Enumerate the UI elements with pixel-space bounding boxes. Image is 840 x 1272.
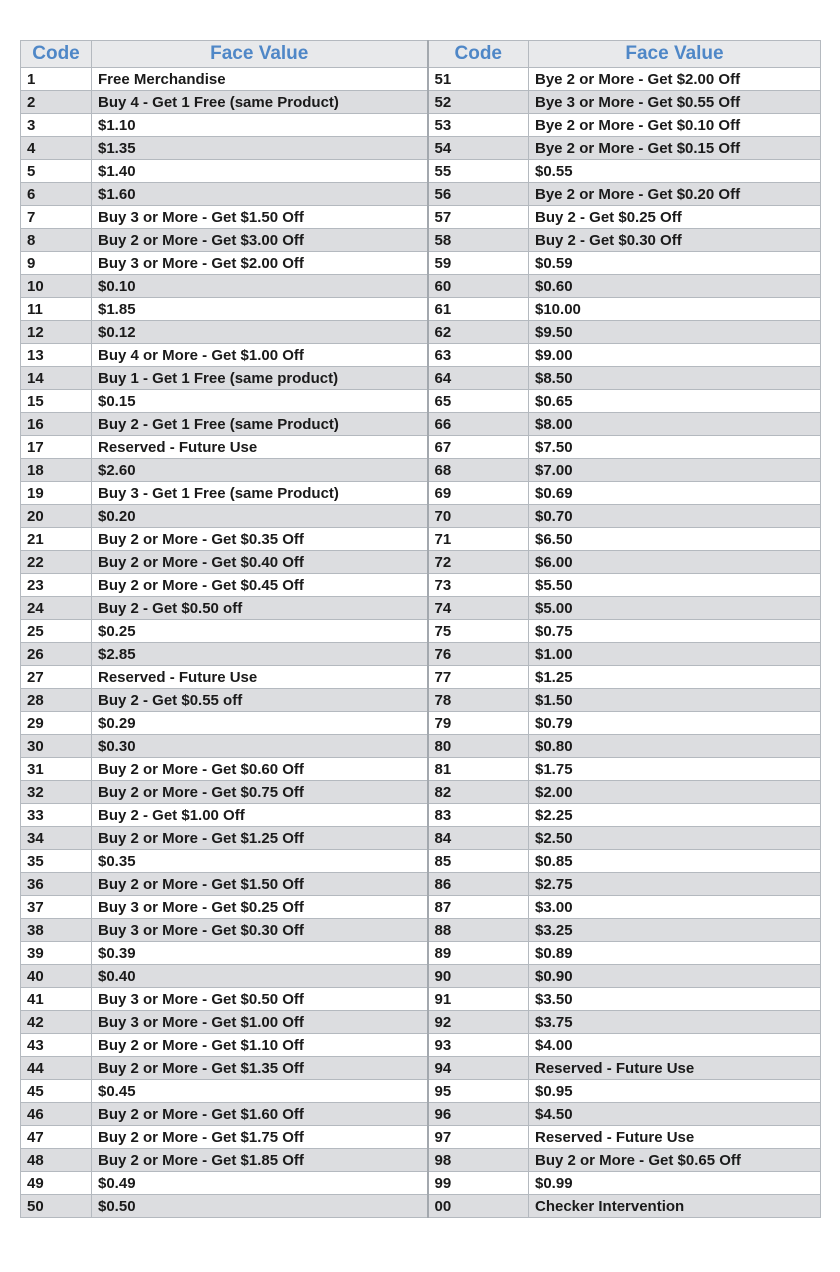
face-value-right-cell: $6.50: [529, 528, 821, 551]
face-value-left-cell: $0.30: [92, 735, 428, 758]
face-value-right-cell: $4.50: [529, 1103, 821, 1126]
code-left-cell: 18: [21, 459, 92, 482]
code-left-cell: 11: [21, 298, 92, 321]
face-value-left-cell: Buy 2 or More - Get $1.60 Off: [92, 1103, 428, 1126]
table-row: [21, 114, 821, 137]
header-face-value-left: Face Value: [92, 41, 428, 68]
table-row: [21, 68, 821, 91]
code-right-cell: 97: [428, 1126, 529, 1149]
table-row: [21, 666, 821, 689]
table-row: [21, 1149, 821, 1172]
table-row: [21, 781, 821, 804]
table-row: [21, 436, 821, 459]
table-row: [21, 252, 821, 275]
code-right-cell: 55: [428, 160, 529, 183]
table-row: [21, 505, 821, 528]
code-left-cell: 33: [21, 804, 92, 827]
table-row: [21, 482, 821, 505]
code-left-cell: 49: [21, 1172, 92, 1195]
face-value-right-cell: $9.00: [529, 344, 821, 367]
face-value-left-cell: Buy 2 - Get $0.50 off: [92, 597, 428, 620]
face-value-left-cell: Buy 2 - Get $0.55 off: [92, 689, 428, 712]
table-row: [21, 758, 821, 781]
face-value-left-cell: Reserved - Future Use: [92, 436, 428, 459]
face-value-right-cell: $1.00: [529, 643, 821, 666]
table-row: [21, 988, 821, 1011]
face-value-left-cell: $0.39: [92, 942, 428, 965]
code-right-cell: 62: [428, 321, 529, 344]
face-value-right-cell: $9.50: [529, 321, 821, 344]
table-row: [21, 873, 821, 896]
code-left-cell: 28: [21, 689, 92, 712]
face-value-right-cell: $3.50: [529, 988, 821, 1011]
code-left-cell: 37: [21, 896, 92, 919]
code-right-cell: 56: [428, 183, 529, 206]
face-value-left-cell: $0.12: [92, 321, 428, 344]
face-value-left-cell: $0.10: [92, 275, 428, 298]
face-value-left-cell: Buy 2 or More - Get $3.00 Off: [92, 229, 428, 252]
code-left-cell: 19: [21, 482, 92, 505]
table-row: [21, 160, 821, 183]
code-right-cell: 68: [428, 459, 529, 482]
face-value-right-cell: $7.00: [529, 459, 821, 482]
code-left-cell: 24: [21, 597, 92, 620]
face-value-left-cell: $2.60: [92, 459, 428, 482]
face-value-left-cell: Buy 2 or More - Get $0.60 Off: [92, 758, 428, 781]
code-right-cell: 98: [428, 1149, 529, 1172]
code-left-cell: 17: [21, 436, 92, 459]
code-left-cell: 25: [21, 620, 92, 643]
code-left-cell: 45: [21, 1080, 92, 1103]
table-row: [21, 942, 821, 965]
code-right-cell: 54: [428, 137, 529, 160]
face-value-left-cell: Buy 2 or More - Get $0.35 Off: [92, 528, 428, 551]
code-left-cell: 42: [21, 1011, 92, 1034]
code-right-cell: 92: [428, 1011, 529, 1034]
code-left-cell: 12: [21, 321, 92, 344]
table-row: [21, 1172, 821, 1195]
code-right-cell: 85: [428, 850, 529, 873]
face-value-right-cell: $10.00: [529, 298, 821, 321]
table-row: [21, 1057, 821, 1080]
face-value-left-cell: $0.20: [92, 505, 428, 528]
face-value-right-cell: Bye 3 or More - Get $0.55 Off: [529, 91, 821, 114]
face-value-right-cell: $0.69: [529, 482, 821, 505]
code-right-cell: 75: [428, 620, 529, 643]
face-value-right-cell: Checker Intervention: [529, 1195, 821, 1218]
face-value-left-cell: Free Merchandise: [92, 68, 428, 91]
code-right-cell: 69: [428, 482, 529, 505]
face-value-left-cell: $1.35: [92, 137, 428, 160]
code-left-cell: 15: [21, 390, 92, 413]
code-left-cell: 3: [21, 114, 92, 137]
face-value-left-cell: $1.40: [92, 160, 428, 183]
table-row: [21, 275, 821, 298]
face-value-left-cell: Buy 3 or More - Get $2.00 Off: [92, 252, 428, 275]
face-value-left-cell: $1.10: [92, 114, 428, 137]
table-row: [21, 390, 821, 413]
table-row: [21, 712, 821, 735]
face-value-right-cell: $4.00: [529, 1034, 821, 1057]
code-right-cell: 80: [428, 735, 529, 758]
face-value-left-cell: $0.50: [92, 1195, 428, 1218]
table-row: [21, 1080, 821, 1103]
face-value-left-cell: Buy 3 - Get 1 Free (same Product): [92, 482, 428, 505]
face-value-left-cell: Buy 4 - Get 1 Free (same Product): [92, 91, 428, 114]
face-value-left-cell: Buy 2 or More - Get $1.35 Off: [92, 1057, 428, 1080]
code-right-cell: 61: [428, 298, 529, 321]
table-row: [21, 528, 821, 551]
face-value-right-cell: $0.65: [529, 390, 821, 413]
code-right-cell: 57: [428, 206, 529, 229]
table-row: [21, 1126, 821, 1149]
face-value-right-cell: $0.90: [529, 965, 821, 988]
face-value-right-cell: Buy 2 - Get $0.25 Off: [529, 206, 821, 229]
face-value-right-cell: $0.95: [529, 1080, 821, 1103]
face-value-right-cell: $5.50: [529, 574, 821, 597]
face-value-right-cell: $0.85: [529, 850, 821, 873]
code-right-cell: 86: [428, 873, 529, 896]
face-value-left-cell: $1.85: [92, 298, 428, 321]
face-value-left-cell: $2.85: [92, 643, 428, 666]
table-row: [21, 183, 821, 206]
table-row: [21, 413, 821, 436]
face-value-right-cell: Bye 2 or More - Get $0.20 Off: [529, 183, 821, 206]
code-right-cell: 63: [428, 344, 529, 367]
header-code-left: Code: [21, 41, 92, 68]
face-value-left-cell: Buy 3 or More - Get $1.00 Off: [92, 1011, 428, 1034]
face-value-left-cell: Buy 2 - Get $1.00 Off: [92, 804, 428, 827]
code-left-cell: 43: [21, 1034, 92, 1057]
code-left-cell: 13: [21, 344, 92, 367]
face-value-right-cell: $0.80: [529, 735, 821, 758]
code-left-cell: 22: [21, 551, 92, 574]
coupon-code-table: [20, 40, 821, 1218]
table-row: [21, 1195, 821, 1218]
code-right-cell: 76: [428, 643, 529, 666]
face-value-right-cell: $0.70: [529, 505, 821, 528]
code-left-cell: 16: [21, 413, 92, 436]
table-row: [21, 1011, 821, 1034]
table-row: [21, 597, 821, 620]
face-value-right-cell: $6.00: [529, 551, 821, 574]
table-row: [21, 689, 821, 712]
face-value-right-cell: $5.00: [529, 597, 821, 620]
code-left-cell: 14: [21, 367, 92, 390]
code-left-cell: 5: [21, 160, 92, 183]
face-value-right-cell: Bye 2 or More - Get $0.15 Off: [529, 137, 821, 160]
table-body: [21, 68, 821, 1218]
face-value-left-cell: Buy 4 or More - Get $1.00 Off: [92, 344, 428, 367]
table-row: [21, 919, 821, 942]
code-right-cell: 66: [428, 413, 529, 436]
face-value-left-cell: Buy 2 or More - Get $0.45 Off: [92, 574, 428, 597]
code-right-cell: 95: [428, 1080, 529, 1103]
code-right-cell: 51: [428, 68, 529, 91]
code-left-cell: 7: [21, 206, 92, 229]
face-value-right-cell: $0.89: [529, 942, 821, 965]
face-value-left-cell: Buy 2 or More - Get $1.50 Off: [92, 873, 428, 896]
code-left-cell: 27: [21, 666, 92, 689]
face-value-right-cell: $7.50: [529, 436, 821, 459]
face-value-right-cell: $0.60: [529, 275, 821, 298]
code-right-cell: 74: [428, 597, 529, 620]
face-value-left-cell: Buy 2 or More - Get $0.40 Off: [92, 551, 428, 574]
code-left-cell: 47: [21, 1126, 92, 1149]
face-value-left-cell: Reserved - Future Use: [92, 666, 428, 689]
code-left-cell: 39: [21, 942, 92, 965]
code-right-cell: 52: [428, 91, 529, 114]
table-row: [21, 298, 821, 321]
table-row: [21, 827, 821, 850]
header-face-value-right: Face Value: [529, 41, 821, 68]
code-left-cell: 29: [21, 712, 92, 735]
table-row: [21, 965, 821, 988]
header-code-right: Code: [428, 41, 529, 68]
code-right-cell: 73: [428, 574, 529, 597]
code-right-cell: 90: [428, 965, 529, 988]
coupon-code-sheet: [20, 40, 820, 1218]
code-left-cell: 44: [21, 1057, 92, 1080]
code-right-cell: 84: [428, 827, 529, 850]
table-row: [21, 367, 821, 390]
table-row: [21, 137, 821, 160]
code-right-cell: 67: [428, 436, 529, 459]
code-left-cell: 20: [21, 505, 92, 528]
face-value-left-cell: $0.25: [92, 620, 428, 643]
face-value-right-cell: $0.99: [529, 1172, 821, 1195]
code-left-cell: 26: [21, 643, 92, 666]
face-value-right-cell: $1.25: [529, 666, 821, 689]
face-value-right-cell: Reserved - Future Use: [529, 1057, 821, 1080]
code-right-cell: 71: [428, 528, 529, 551]
code-right-cell: 77: [428, 666, 529, 689]
code-left-cell: 48: [21, 1149, 92, 1172]
code-right-cell: 00: [428, 1195, 529, 1218]
face-value-left-cell: Buy 2 - Get 1 Free (same Product): [92, 413, 428, 436]
face-value-left-cell: $0.29: [92, 712, 428, 735]
face-value-right-cell: Bye 2 or More - Get $2.00 Off: [529, 68, 821, 91]
code-left-cell: 41: [21, 988, 92, 1011]
face-value-left-cell: Buy 3 or More - Get $1.50 Off: [92, 206, 428, 229]
table-row: [21, 804, 821, 827]
table-row: [21, 896, 821, 919]
face-value-right-cell: $8.50: [529, 367, 821, 390]
code-right-cell: 64: [428, 367, 529, 390]
face-value-left-cell: $0.45: [92, 1080, 428, 1103]
table-row: [21, 344, 821, 367]
face-value-right-cell: $2.25: [529, 804, 821, 827]
code-right-cell: 72: [428, 551, 529, 574]
table-row: [21, 91, 821, 114]
code-left-cell: 6: [21, 183, 92, 206]
code-left-cell: 50: [21, 1195, 92, 1218]
code-right-cell: 93: [428, 1034, 529, 1057]
face-value-right-cell: $3.25: [529, 919, 821, 942]
face-value-right-cell: $1.50: [529, 689, 821, 712]
face-value-left-cell: $0.35: [92, 850, 428, 873]
code-right-cell: 60: [428, 275, 529, 298]
face-value-right-cell: $8.00: [529, 413, 821, 436]
code-left-cell: 35: [21, 850, 92, 873]
face-value-right-cell: $0.75: [529, 620, 821, 643]
face-value-left-cell: $0.15: [92, 390, 428, 413]
face-value-right-cell: Bye 2 or More - Get $0.10 Off: [529, 114, 821, 137]
code-right-cell: 70: [428, 505, 529, 528]
face-value-right-cell: $2.75: [529, 873, 821, 896]
code-right-cell: 65: [428, 390, 529, 413]
code-left-cell: 9: [21, 252, 92, 275]
table-row: [21, 1034, 821, 1057]
code-right-cell: 81: [428, 758, 529, 781]
table-row: [21, 850, 821, 873]
face-value-right-cell: Reserved - Future Use: [529, 1126, 821, 1149]
face-value-right-cell: Buy 2 or More - Get $0.65 Off: [529, 1149, 821, 1172]
face-value-right-cell: $3.75: [529, 1011, 821, 1034]
code-left-cell: 2: [21, 91, 92, 114]
code-right-cell: 96: [428, 1103, 529, 1126]
code-left-cell: 32: [21, 781, 92, 804]
code-right-cell: 53: [428, 114, 529, 137]
face-value-left-cell: $1.60: [92, 183, 428, 206]
face-value-right-cell: $2.50: [529, 827, 821, 850]
face-value-left-cell: Buy 2 or More - Get $1.75 Off: [92, 1126, 428, 1149]
code-right-cell: 94: [428, 1057, 529, 1080]
table-row: [21, 1103, 821, 1126]
face-value-right-cell: $0.79: [529, 712, 821, 735]
table-row: [21, 620, 821, 643]
face-value-right-cell: Buy 2 - Get $0.30 Off: [529, 229, 821, 252]
face-value-left-cell: Buy 2 or More - Get $0.75 Off: [92, 781, 428, 804]
face-value-right-cell: $1.75: [529, 758, 821, 781]
code-right-cell: 82: [428, 781, 529, 804]
face-value-right-cell: $0.55: [529, 160, 821, 183]
code-left-cell: 31: [21, 758, 92, 781]
table-row: [21, 459, 821, 482]
code-left-cell: 30: [21, 735, 92, 758]
code-left-cell: 10: [21, 275, 92, 298]
code-left-cell: 21: [21, 528, 92, 551]
header-row: [21, 41, 821, 68]
code-right-cell: 89: [428, 942, 529, 965]
face-value-right-cell: $2.00: [529, 781, 821, 804]
table-row: [21, 643, 821, 666]
face-value-right-cell: $3.00: [529, 896, 821, 919]
table-row: [21, 321, 821, 344]
table-row: [21, 735, 821, 758]
code-left-cell: 46: [21, 1103, 92, 1126]
face-value-left-cell: Buy 3 or More - Get $0.50 Off: [92, 988, 428, 1011]
face-value-left-cell: Buy 2 or More - Get $1.85 Off: [92, 1149, 428, 1172]
code-right-cell: 88: [428, 919, 529, 942]
code-left-cell: 1: [21, 68, 92, 91]
code-right-cell: 78: [428, 689, 529, 712]
face-value-left-cell: Buy 2 or More - Get $1.10 Off: [92, 1034, 428, 1057]
table-row: [21, 229, 821, 252]
table-row: [21, 574, 821, 597]
code-left-cell: 8: [21, 229, 92, 252]
face-value-right-cell: $0.59: [529, 252, 821, 275]
code-right-cell: 79: [428, 712, 529, 735]
face-value-left-cell: $0.40: [92, 965, 428, 988]
code-left-cell: 38: [21, 919, 92, 942]
code-right-cell: 99: [428, 1172, 529, 1195]
table-row: [21, 206, 821, 229]
face-value-left-cell: Buy 3 or More - Get $0.30 Off: [92, 919, 428, 942]
code-left-cell: 23: [21, 574, 92, 597]
code-left-cell: 40: [21, 965, 92, 988]
table-row: [21, 551, 821, 574]
code-left-cell: 34: [21, 827, 92, 850]
code-right-cell: 83: [428, 804, 529, 827]
face-value-left-cell: Buy 2 or More - Get $1.25 Off: [92, 827, 428, 850]
code-left-cell: 36: [21, 873, 92, 896]
face-value-left-cell: Buy 3 or More - Get $0.25 Off: [92, 896, 428, 919]
code-right-cell: 58: [428, 229, 529, 252]
face-value-left-cell: Buy 1 - Get 1 Free (same product): [92, 367, 428, 390]
code-right-cell: 91: [428, 988, 529, 1011]
code-right-cell: 87: [428, 896, 529, 919]
face-value-left-cell: $0.49: [92, 1172, 428, 1195]
code-left-cell: 4: [21, 137, 92, 160]
code-right-cell: 59: [428, 252, 529, 275]
